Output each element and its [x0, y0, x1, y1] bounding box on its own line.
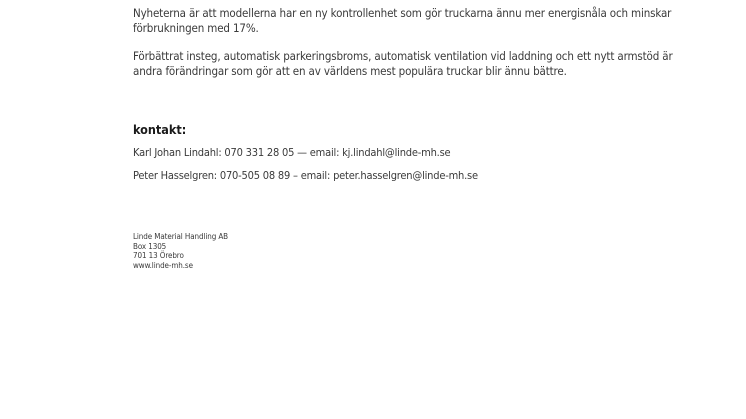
company-address [133, 232, 228, 270]
contact-line-peter: Peter Hasselgren: 070-505 08 89 – email: peter.hasselgren@linde-mh.se [133, 169, 478, 182]
press-release-body [133, 6, 693, 270]
address-box: Box 1305 [133, 241, 167, 251]
paragraph-improvements: Förbättrat insteg, automatisk parkeringsbroms, automatisk ventilation vid laddning och ett nytt armstöd är andra förändringar som gör att en av världens mest populära truckar blir ännu bättre. [133, 49, 673, 78]
paragraph-new-control-unit: Nyheterna är att modellerna har en ny kontrollenhet som gör truckarna ännu mer energisnåla och minskar förbrukningen med 17%. [133, 6, 672, 35]
contact-line-karl-johan: Karl Johan Lindahl: 070 331 28 05 — email: kj.lindahl@linde-mh.se [133, 146, 451, 159]
contact-heading: kontakt: [133, 122, 187, 137]
address-web: www.linde-mh.se [133, 260, 193, 270]
address-postal: 701 13 Örebro [133, 251, 184, 261]
address-company: Linde Material Handling AB [133, 232, 229, 241]
